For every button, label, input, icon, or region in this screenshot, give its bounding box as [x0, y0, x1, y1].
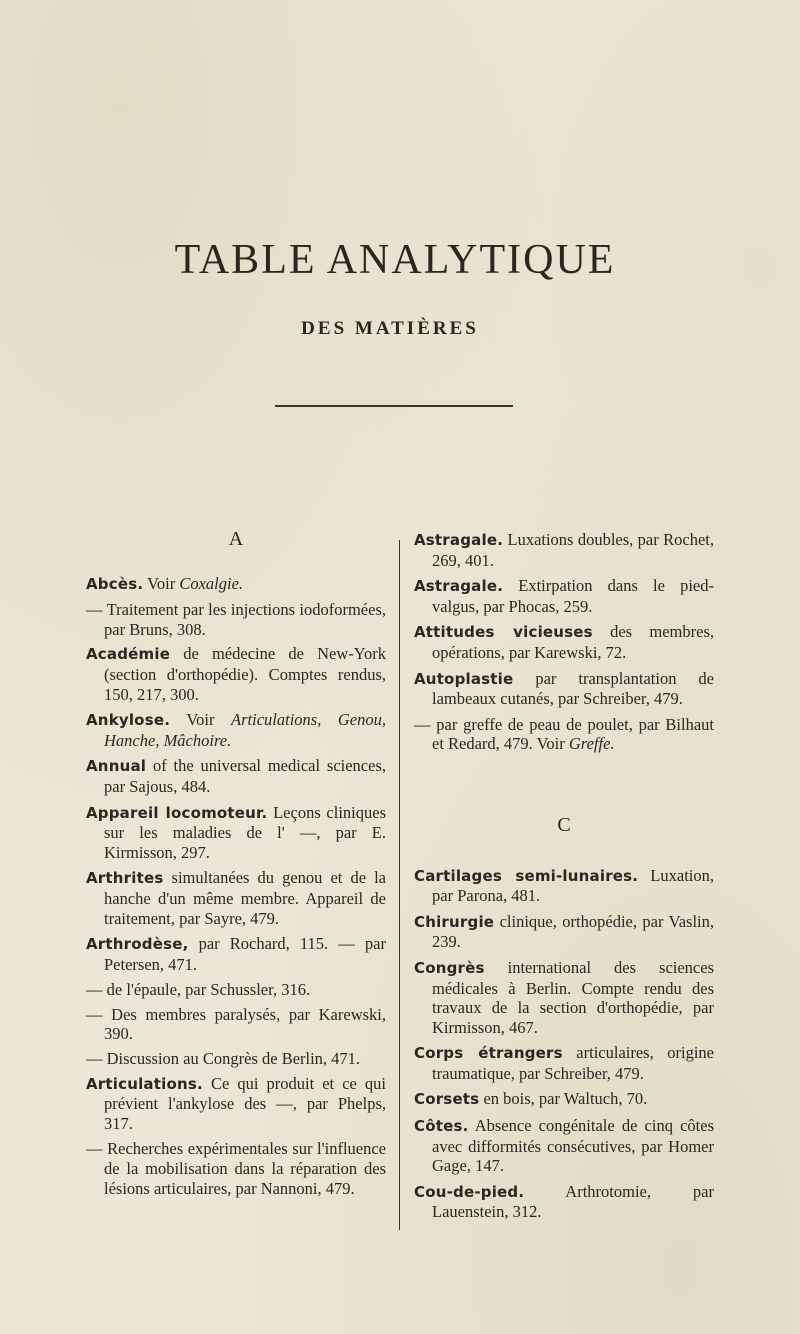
entry-text: — de l'épaule, par Schussler, 316. — [86, 980, 311, 1000]
entry-text: Leçons cliniques sur les maladies de l' —, par E. Kirmisson, 297. — [104, 802, 386, 862]
entry-text: Voir — [170, 710, 232, 730]
index-entry — [414, 622, 714, 662]
right-entries-c — [414, 866, 714, 1223]
index-entry — [86, 600, 386, 639]
index-entry — [86, 1005, 386, 1044]
entry-text: Extirpation dans le pied-valgus, par Phocas, 259. — [432, 576, 714, 616]
index-entry — [86, 756, 386, 796]
right-column — [414, 530, 714, 1228]
section-letter-a: A — [228, 528, 244, 550]
index-entry — [414, 576, 714, 616]
entry-heading: Arthrites — [86, 869, 164, 888]
index-entry — [414, 1089, 714, 1110]
entry-heading: Abcès. — [86, 574, 144, 593]
index-entry — [86, 644, 386, 704]
left-column — [86, 530, 386, 1203]
entry-text: Absence congénitale de cinq côtes avec difformités consécutives, par Homer Gage, 147. — [432, 1116, 714, 1176]
entry-text: international des sciences médicales à Berlin. Compte rendu des travaux de la section d'orthopédie, par Kirmisson, 467. — [432, 957, 714, 1037]
entry-heading: Autoplastie — [414, 669, 514, 688]
entry-text: de médecine de New-York (section d'orthopédie). Comptes rendus, 150, 217, 300. — [104, 644, 386, 704]
index-entry — [86, 934, 386, 974]
entry-heading: Cartilages semi-lunaires. — [414, 866, 639, 885]
entry-text: — Traitement par les injections iodoformées, par Bruns, 308. — [86, 600, 386, 639]
left-entries — [86, 574, 386, 1199]
entry-heading: Annual — [86, 757, 147, 776]
index-entry — [414, 1182, 714, 1222]
entry-text: Luxations doubles, par Rochet, 269, 401. — [432, 530, 714, 570]
index-entry — [86, 1074, 386, 1134]
page-subtitle: DES MATIÈRES — [301, 318, 479, 339]
index-entry — [86, 1139, 386, 1198]
entry-heading: Astragale. — [414, 577, 504, 596]
entry-heading: Attitudes vicieuses — [414, 623, 593, 642]
index-entry — [414, 912, 714, 952]
entry-heading: Cou-de-pied. — [414, 1182, 525, 1201]
index-entry — [414, 530, 714, 570]
entry-text: — Discussion au Congrès de Berlin, 471. — [86, 1049, 361, 1069]
index-entry — [86, 980, 386, 1000]
entry-text: — par greffe de peau de poulet, par Bilhaut et Redard, 479. Voir — [414, 714, 714, 754]
entry-reference: Coxalgie. — [179, 573, 244, 593]
entry-text: par Rochard, 115. — par Petersen, 471. — [104, 934, 386, 974]
column-divider — [399, 540, 400, 1230]
entry-heading: Chirurgie — [414, 912, 495, 931]
entry-text: — Recherches expérimentales sur l'influence de la mobilisation dans la réparation des lésions articulaires, par Nannoni, 479. — [86, 1139, 386, 1198]
page-title: TABLE ANALYTIQUE — [174, 237, 616, 283]
entry-heading: Académie — [86, 645, 171, 664]
entry-heading: Corsets — [414, 1090, 480, 1109]
right-entries-a — [414, 530, 714, 754]
section-letter-c: C — [557, 813, 571, 836]
entry-text: Ce qui produit et ce qui prévient l'ankylose des —, par Phelps, 317. — [104, 1073, 386, 1133]
entry-text: Voir — [143, 573, 180, 593]
entry-reference: Greffe. — [568, 734, 615, 754]
entry-heading: Articulations. — [86, 1074, 203, 1093]
entry-heading: Corps étrangers — [414, 1044, 563, 1063]
entry-text: Luxation, par Parona, 481. — [432, 865, 714, 906]
entry-text: articulaires, origine traumatique, par Schreiber, 479. — [432, 1043, 714, 1083]
entry-text: en bois, par Waltuch, 70. — [479, 1089, 648, 1109]
index-entry — [414, 669, 714, 709]
index-entry — [86, 710, 386, 750]
title-rule — [275, 405, 513, 407]
entry-heading: Côtes. — [414, 1117, 469, 1136]
index-entry — [86, 803, 386, 863]
index-entry — [86, 574, 386, 595]
entry-text: Arthrotomie, par Lauenstein, 312. — [432, 1181, 714, 1222]
entry-heading: Arthrodèse, — [86, 935, 189, 954]
entry-heading: Congrès — [414, 958, 485, 977]
index-entry — [414, 1116, 714, 1176]
index-entry — [86, 868, 386, 928]
index-entry — [414, 1043, 714, 1083]
entry-text: par transplantation de lambeaux cutanés, par Schreiber, 479. — [432, 668, 714, 709]
index-entry — [414, 958, 714, 1037]
entry-text: of the universal medical sciences, par Sajous, 484. — [104, 756, 386, 796]
index-entry — [414, 715, 714, 754]
entry-text: clinique, orthopédie, par Vaslin, 239. — [432, 911, 714, 952]
entry-text: — Des membres paralysés, par Karewski, 390. — [86, 1004, 386, 1044]
index-entry — [86, 1049, 386, 1069]
entry-reference: Articulations, Genou, Hanche, Mâchoire. — [104, 710, 386, 750]
entry-heading: Astragale. — [414, 531, 504, 549]
index-entry — [414, 866, 714, 906]
entry-text: des membres, opérations, par Karewski, 72. — [432, 622, 714, 662]
entry-text: simultanées du genou et de la hanche d'un même membre. Appareil de traitement, par Sayre, 479. — [104, 868, 386, 928]
entry-heading: Appareil locomoteur. — [86, 803, 268, 822]
entry-heading: Ankylose. — [86, 711, 171, 730]
